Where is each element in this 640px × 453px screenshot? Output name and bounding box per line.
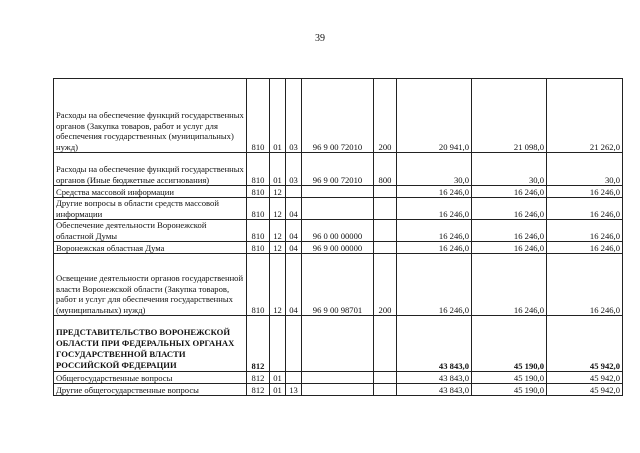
target-article-cell: [302, 384, 374, 396]
table-row: [54, 79, 623, 153]
subsection-code-cell: 03: [286, 153, 302, 186]
ministry-code-cell: 810: [247, 242, 270, 254]
subsection-code-cell: 04: [286, 220, 302, 242]
table-row: [54, 316, 623, 372]
subsection-code-cell: 04: [286, 242, 302, 254]
row-name-cell: Другие общегосударственные вопросы: [54, 384, 247, 396]
amount-year1-cell: 16 246,0: [397, 198, 472, 220]
amount-year1-cell: 16 246,0: [397, 186, 472, 198]
amount-year3-cell: 45 942,0: [547, 384, 623, 396]
budget-table: [53, 78, 623, 396]
target-article-cell: [302, 198, 374, 220]
amount-year2-cell: 21 098,0: [472, 79, 547, 153]
ministry-code-cell: 812: [247, 372, 270, 384]
amount-year2-cell: 16 246,0: [472, 220, 547, 242]
amount-year1-cell: 43 843,0: [397, 384, 472, 396]
row-name-cell: ПРЕДСТАВИТЕЛЬСТВО ВОРОНЕЖСКОЙ ОБЛАСТИ ПРИ ФЕДЕРАЛЬНЫХ ОРГАНАХ ГОСУДАРСТВЕННОЙ ВЛАСТИ РОССИЙСКОЙ ФЕДЕРАЦИИ: [54, 316, 247, 372]
amount-year1-cell: 20 941,0: [397, 79, 472, 153]
target-article-cell: 96 9 00 72010: [302, 153, 374, 186]
amount-year3-cell: 45 942,0: [547, 316, 623, 372]
table-row: [54, 153, 623, 186]
table-row: [54, 220, 623, 242]
subsection-code-cell: 04: [286, 198, 302, 220]
row-name-cell: Расходы на обеспечение функций государственных органов (Иные бюджетные ассигнования): [54, 153, 247, 186]
target-article-cell: [302, 372, 374, 384]
section-code-cell: 01: [270, 153, 286, 186]
expense-type-cell: [374, 372, 397, 384]
row-name-cell: Воронежская областная Дума: [54, 242, 247, 254]
target-article-cell: 96 9 00 00000: [302, 242, 374, 254]
ministry-code-cell: 812: [247, 384, 270, 396]
expense-type-cell: 200: [374, 254, 397, 316]
section-code-cell: 12: [270, 186, 286, 198]
expense-type-cell: [374, 220, 397, 242]
expense-type-cell: [374, 186, 397, 198]
subsection-code-cell: 13: [286, 384, 302, 396]
amount-year3-cell: 16 246,0: [547, 254, 623, 316]
amount-year2-cell: 16 246,0: [472, 198, 547, 220]
section-code-cell: 12: [270, 198, 286, 220]
section-code-cell: 12: [270, 254, 286, 316]
table-row: [54, 254, 623, 316]
row-name-cell: Освещение деятельности органов государственной власти Воронежской области (Закупка товаров, работ и услуг для обеспечения государственных (муниципальных) нужд): [54, 254, 247, 316]
ministry-code-cell: 810: [247, 254, 270, 316]
ministry-code-cell: 810: [247, 79, 270, 153]
section-code-cell: 12: [270, 242, 286, 254]
ministry-code-cell: 812: [247, 316, 270, 372]
table-row: [54, 198, 623, 220]
expense-type-cell: [374, 242, 397, 254]
table-row: [54, 242, 623, 254]
amount-year2-cell: 30,0: [472, 153, 547, 186]
table-row: [54, 186, 623, 198]
amount-year3-cell: 16 246,0: [547, 186, 623, 198]
expense-type-cell: 800: [374, 153, 397, 186]
ministry-code-cell: 810: [247, 220, 270, 242]
table-row: [54, 384, 623, 396]
subsection-code-cell: 04: [286, 254, 302, 316]
amount-year3-cell: 16 246,0: [547, 220, 623, 242]
amount-year3-cell: 45 942,0: [547, 372, 623, 384]
target-article-cell: 96 0 00 00000: [302, 220, 374, 242]
page-number: 39: [315, 33, 325, 44]
amount-year2-cell: 16 246,0: [472, 254, 547, 316]
expense-type-cell: [374, 316, 397, 372]
row-name-cell: Средства массовой информации: [54, 186, 247, 198]
expense-type-cell: [374, 384, 397, 396]
ministry-code-cell: 810: [247, 186, 270, 198]
amount-year2-cell: 16 246,0: [472, 186, 547, 198]
section-code-cell: 12: [270, 220, 286, 242]
row-name-cell: Обеспечение деятельности Воронежской областной Думы: [54, 220, 247, 242]
amount-year2-cell: 45 190,0: [472, 372, 547, 384]
section-code-cell: 01: [270, 79, 286, 153]
ministry-code-cell: 810: [247, 153, 270, 186]
amount-year3-cell: 16 246,0: [547, 242, 623, 254]
row-name-cell: Другие вопросы в области средств массовой информации: [54, 198, 247, 220]
subsection-code-cell: [286, 372, 302, 384]
table-body: [54, 79, 623, 396]
amount-year1-cell: 43 843,0: [397, 372, 472, 384]
amount-year1-cell: 43 843,0: [397, 316, 472, 372]
amount-year3-cell: 30,0: [547, 153, 623, 186]
section-code-cell: 01: [270, 384, 286, 396]
row-name-cell: Расходы на обеспечение функций государственных органов (Закупка товаров, работ и услуг для обеспечения государственных (муниципальных) нужд): [54, 79, 247, 153]
amount-year1-cell: 16 246,0: [397, 220, 472, 242]
amount-year3-cell: 21 262,0: [547, 79, 623, 153]
section-code-cell: 01: [270, 372, 286, 384]
subsection-code-cell: [286, 186, 302, 198]
table-row: [54, 372, 623, 384]
expense-type-cell: [374, 198, 397, 220]
row-name-cell: Общегосударственные вопросы: [54, 372, 247, 384]
target-article-cell: [302, 316, 374, 372]
amount-year1-cell: 30,0: [397, 153, 472, 186]
amount-year2-cell: 45 190,0: [472, 316, 547, 372]
target-article-cell: 96 9 00 72010: [302, 79, 374, 153]
expense-type-cell: 200: [374, 79, 397, 153]
section-code-cell: [270, 316, 286, 372]
target-article-cell: 96 9 00 98701: [302, 254, 374, 316]
amount-year2-cell: 16 246,0: [472, 242, 547, 254]
amount-year1-cell: 16 246,0: [397, 254, 472, 316]
subsection-code-cell: [286, 316, 302, 372]
subsection-code-cell: 03: [286, 79, 302, 153]
amount-year2-cell: 45 190,0: [472, 384, 547, 396]
amount-year3-cell: 16 246,0: [547, 198, 623, 220]
amount-year1-cell: 16 246,0: [397, 242, 472, 254]
ministry-code-cell: 810: [247, 198, 270, 220]
target-article-cell: [302, 186, 374, 198]
